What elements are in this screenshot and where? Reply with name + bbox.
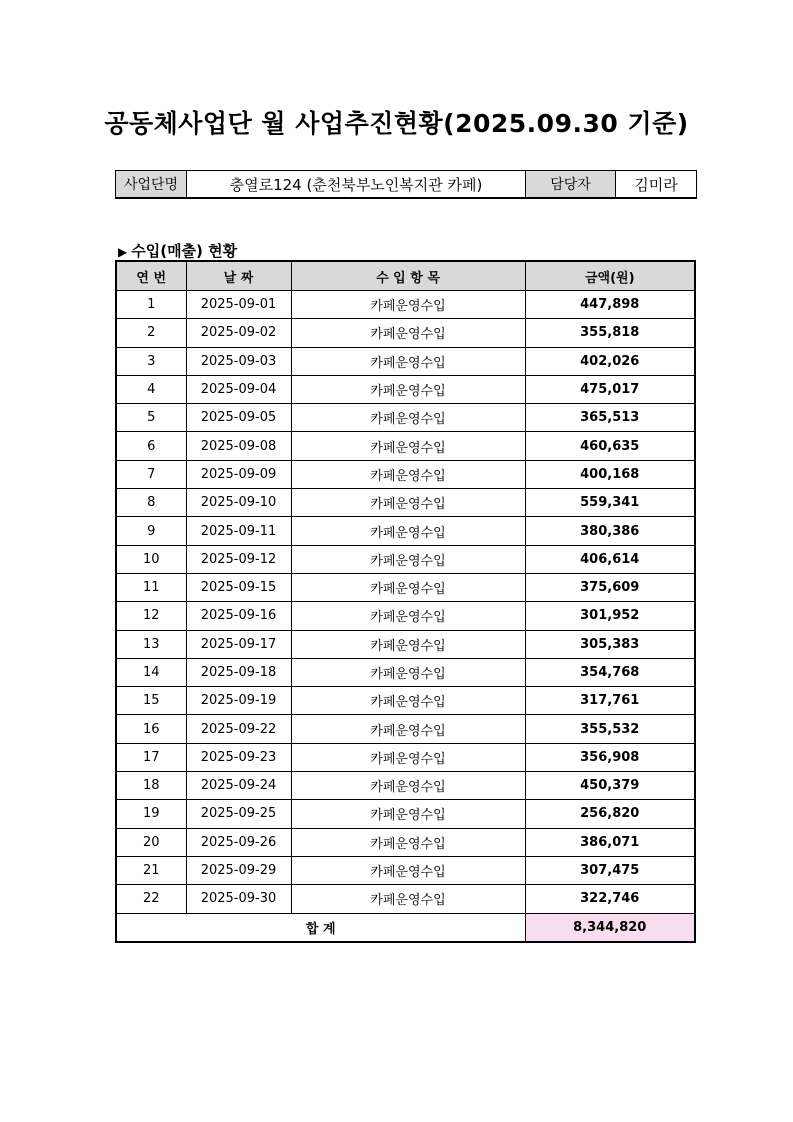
cell-no: 20 <box>116 828 186 856</box>
section-title: 수입(매출) 현황 <box>131 242 238 260</box>
cell-amount: 447,898 <box>525 291 695 319</box>
table-row <box>116 743 695 771</box>
cell-amount: 256,820 <box>525 800 695 828</box>
cell-no: 4 <box>116 375 186 403</box>
cell-amount: 380,386 <box>525 517 695 545</box>
cell-date: 2025-09-25 <box>186 800 291 828</box>
table-row <box>116 856 695 884</box>
cell-item: 카페운영수입 <box>291 800 525 828</box>
column-header-no: 연 번 <box>116 261 186 291</box>
cell-date: 2025-09-15 <box>186 573 291 601</box>
table-body <box>116 291 695 914</box>
cell-amount: 559,341 <box>525 489 695 517</box>
cell-amount: 355,532 <box>525 715 695 743</box>
table-row <box>116 715 695 743</box>
cell-amount: 402,026 <box>525 347 695 375</box>
cell-amount: 317,761 <box>525 687 695 715</box>
cell-date: 2025-09-26 <box>186 828 291 856</box>
cell-date: 2025-09-04 <box>186 375 291 403</box>
cell-no: 11 <box>116 573 186 601</box>
column-header-date: 날 짜 <box>186 261 291 291</box>
cell-item: 카페운영수입 <box>291 404 525 432</box>
cell-item: 카페운영수입 <box>291 828 525 856</box>
cell-item: 카페운영수입 <box>291 432 525 460</box>
table-row <box>116 885 695 913</box>
table-row <box>116 772 695 800</box>
cell-amount: 305,383 <box>525 630 695 658</box>
table-row <box>116 800 695 828</box>
cell-date: 2025-09-17 <box>186 630 291 658</box>
total-amount: 8,344,820 <box>525 913 695 942</box>
page-title: 공동체사업단 월 사업추진현황(2025.09.30 기준) <box>104 109 689 138</box>
cell-no: 9 <box>116 517 186 545</box>
table-row <box>116 545 695 573</box>
cell-item: 카페운영수입 <box>291 772 525 800</box>
table-row <box>116 687 695 715</box>
cell-date: 2025-09-08 <box>186 432 291 460</box>
cell-amount: 356,908 <box>525 743 695 771</box>
cell-no: 17 <box>116 743 186 771</box>
table-row <box>116 460 695 488</box>
cell-amount: 375,609 <box>525 573 695 601</box>
cell-amount: 307,475 <box>525 856 695 884</box>
cell-date: 2025-09-10 <box>186 489 291 517</box>
table-row <box>116 432 695 460</box>
cell-item: 카페운영수입 <box>291 545 525 573</box>
cell-item: 카페운영수입 <box>291 517 525 545</box>
table-row <box>116 602 695 630</box>
cell-amount: 400,168 <box>525 460 695 488</box>
cell-amount: 450,379 <box>525 772 695 800</box>
cell-date: 2025-09-01 <box>186 291 291 319</box>
cell-no: 2 <box>116 319 186 347</box>
cell-no: 21 <box>116 856 186 884</box>
table-row <box>116 291 695 319</box>
section-heading <box>118 240 237 261</box>
business-info-row <box>116 171 697 199</box>
cell-item: 카페운영수입 <box>291 687 525 715</box>
cell-date: 2025-09-11 <box>186 517 291 545</box>
cell-no: 14 <box>116 658 186 686</box>
cell-item: 카페운영수입 <box>291 602 525 630</box>
triangle-right-icon: ▶ <box>118 245 128 259</box>
business-name-label: 사업단명 <box>116 171 187 199</box>
table-row <box>116 828 695 856</box>
cell-item: 카페운영수입 <box>291 319 525 347</box>
cell-date: 2025-09-24 <box>186 772 291 800</box>
cell-date: 2025-09-16 <box>186 602 291 630</box>
cell-no: 12 <box>116 602 186 630</box>
cell-no: 13 <box>116 630 186 658</box>
cell-item: 카페운영수입 <box>291 489 525 517</box>
cell-date: 2025-09-09 <box>186 460 291 488</box>
cell-date: 2025-09-23 <box>186 743 291 771</box>
cell-item: 카페운영수입 <box>291 885 525 913</box>
cell-no: 22 <box>116 885 186 913</box>
total-row <box>116 913 695 942</box>
column-header-item: 수 입 항 목 <box>291 261 525 291</box>
cell-item: 카페운영수입 <box>291 291 525 319</box>
cell-amount: 322,746 <box>525 885 695 913</box>
cell-amount: 386,071 <box>525 828 695 856</box>
cell-item: 카페운영수입 <box>291 856 525 884</box>
cell-no: 5 <box>116 404 186 432</box>
cell-date: 2025-09-22 <box>186 715 291 743</box>
cell-date: 2025-09-30 <box>186 885 291 913</box>
table-row <box>116 517 695 545</box>
cell-amount: 365,513 <box>525 404 695 432</box>
cell-item: 카페운영수입 <box>291 573 525 601</box>
table-row <box>116 319 695 347</box>
cell-item: 카페운영수입 <box>291 715 525 743</box>
cell-amount: 406,614 <box>525 545 695 573</box>
column-header-amount: 금액(원) <box>525 261 695 291</box>
table-row <box>116 404 695 432</box>
cell-no: 19 <box>116 800 186 828</box>
table-row <box>116 489 695 517</box>
cell-amount: 475,017 <box>525 375 695 403</box>
cell-date: 2025-09-12 <box>186 545 291 573</box>
cell-item: 카페운영수입 <box>291 347 525 375</box>
cell-no: 16 <box>116 715 186 743</box>
income-table <box>115 260 696 943</box>
cell-amount: 354,768 <box>525 658 695 686</box>
cell-item: 카페운영수입 <box>291 630 525 658</box>
cell-date: 2025-09-29 <box>186 856 291 884</box>
cell-no: 10 <box>116 545 186 573</box>
cell-item: 카페운영수입 <box>291 460 525 488</box>
cell-no: 18 <box>116 772 186 800</box>
cell-no: 15 <box>116 687 186 715</box>
cell-no: 6 <box>116 432 186 460</box>
cell-date: 2025-09-03 <box>186 347 291 375</box>
cell-date: 2025-09-19 <box>186 687 291 715</box>
cell-no: 3 <box>116 347 186 375</box>
cell-item: 카페운영수입 <box>291 743 525 771</box>
business-name: 충열로124 (춘천북부노인복지관 카페) <box>187 171 526 199</box>
cell-item: 카페운영수입 <box>291 658 525 686</box>
cell-amount: 355,818 <box>525 319 695 347</box>
cell-no: 8 <box>116 489 186 517</box>
manager-label: 담당자 <box>526 171 616 199</box>
cell-no: 1 <box>116 291 186 319</box>
cell-date: 2025-09-02 <box>186 319 291 347</box>
cell-no: 7 <box>116 460 186 488</box>
cell-amount: 301,952 <box>525 602 695 630</box>
table-row <box>116 375 695 403</box>
table-row <box>116 658 695 686</box>
table-row <box>116 573 695 601</box>
cell-amount: 460,635 <box>525 432 695 460</box>
cell-date: 2025-09-05 <box>186 404 291 432</box>
cell-date: 2025-09-18 <box>186 658 291 686</box>
table-header-row <box>116 261 695 291</box>
table-row <box>116 630 695 658</box>
cell-item: 카페운영수입 <box>291 375 525 403</box>
manager-name: 김미라 <box>616 171 697 199</box>
total-label: 합 계 <box>116 913 525 942</box>
table-row <box>116 347 695 375</box>
business-info-table <box>115 170 697 199</box>
